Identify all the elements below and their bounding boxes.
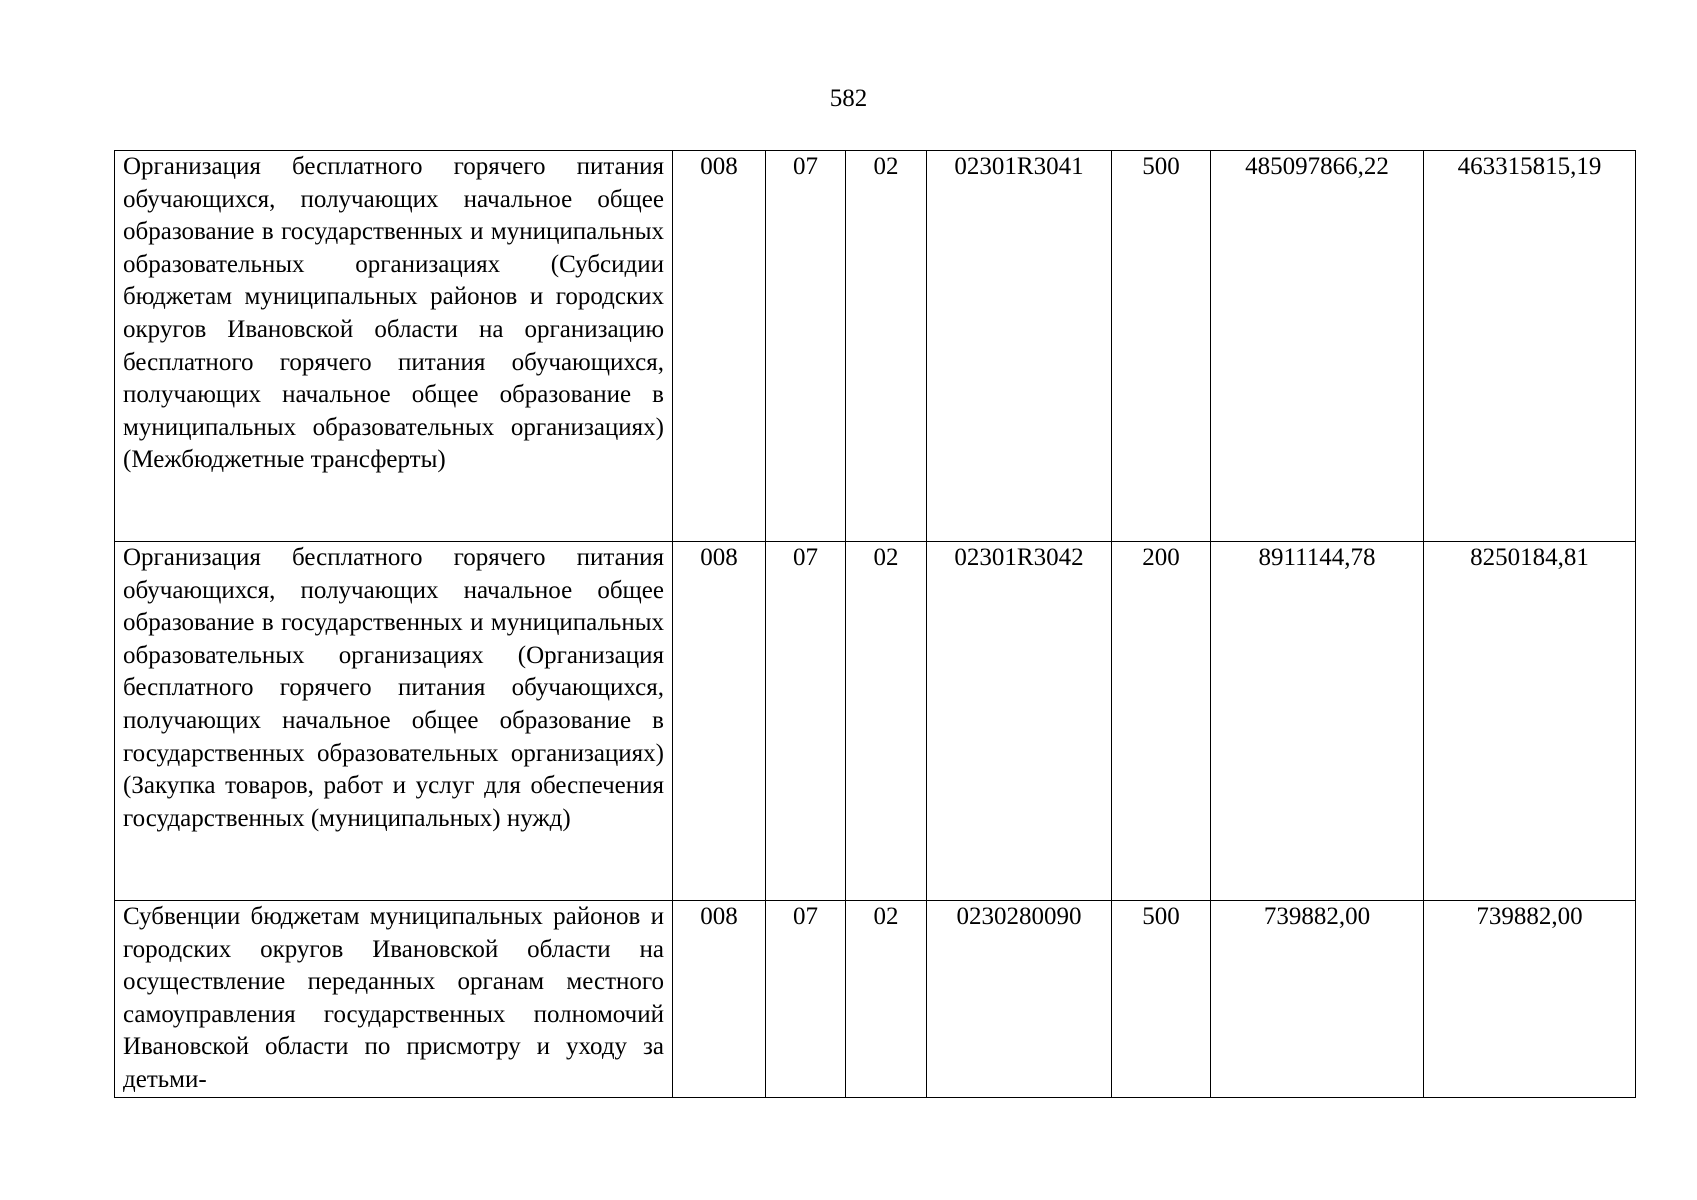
amount-2-cell: 739882,00 <box>1424 901 1636 1098</box>
subsection-code-cell: 02 <box>846 901 927 1098</box>
amount-2-cell: 8250184,81 <box>1424 542 1636 901</box>
target-article-cell: 02301R3042 <box>927 542 1112 901</box>
expense-type-cell: 200 <box>1112 542 1211 901</box>
ministry-code-cell: 008 <box>673 901 766 1098</box>
budget-table <box>114 150 1636 1098</box>
table-row <box>115 542 1636 901</box>
amount-2-cell: 463315815,19 <box>1424 151 1636 542</box>
amount-1-cell: 485097866,22 <box>1211 151 1424 542</box>
ministry-code-cell: 008 <box>673 542 766 901</box>
page-number: 582 <box>829 85 868 112</box>
target-article-cell: 02301R3041 <box>927 151 1112 542</box>
subsection-code-cell: 02 <box>846 151 927 542</box>
expense-type-cell: 500 <box>1112 901 1211 1098</box>
section-code-cell: 07 <box>766 542 846 901</box>
expense-type-cell: 500 <box>1112 151 1211 542</box>
row-name-cell: Организация бесплатного горячего питания обучающихся, получающих начальное общее образование в государственных и муниципальных образовательных организациях (Субсидии бюджетам муниципальных районов и городских округов Ивановской области на организацию бесплатного горячего питания обучающихся, получающих начальное общее образование в муниципальных образовательных организациях) (Межбюджетные трансферты) <box>115 151 673 542</box>
target-article-cell: 0230280090 <box>927 901 1112 1098</box>
ministry-code-cell: 008 <box>673 151 766 542</box>
row-name-cell: Организация бесплатного горячего питания обучающихся, получающих начальное общее образование в государственных и муниципальных образовательных организациях (Организация бесплатного горячего питания обучающихся, получающих начальное общее образование в государственных образовательных организациях) (Закупка товаров, работ и услуг для обеспечения государственных (муниципальных) нужд) <box>115 542 673 901</box>
section-code-cell: 07 <box>766 901 846 1098</box>
amount-1-cell: 8911144,78 <box>1211 542 1424 901</box>
amount-1-cell: 739882,00 <box>1211 901 1424 1098</box>
subsection-code-cell: 02 <box>846 542 927 901</box>
row-name-cell: Субвенции бюджетам муниципальных районов и городских округов Ивановской области на осуществление переданных органам местного самоуправления государственных полномочий Ивановской области по присмотру и уходу за детьми- <box>115 901 673 1098</box>
table-row <box>115 901 1636 1098</box>
table-row <box>115 151 1636 542</box>
section-code-cell: 07 <box>766 151 846 542</box>
